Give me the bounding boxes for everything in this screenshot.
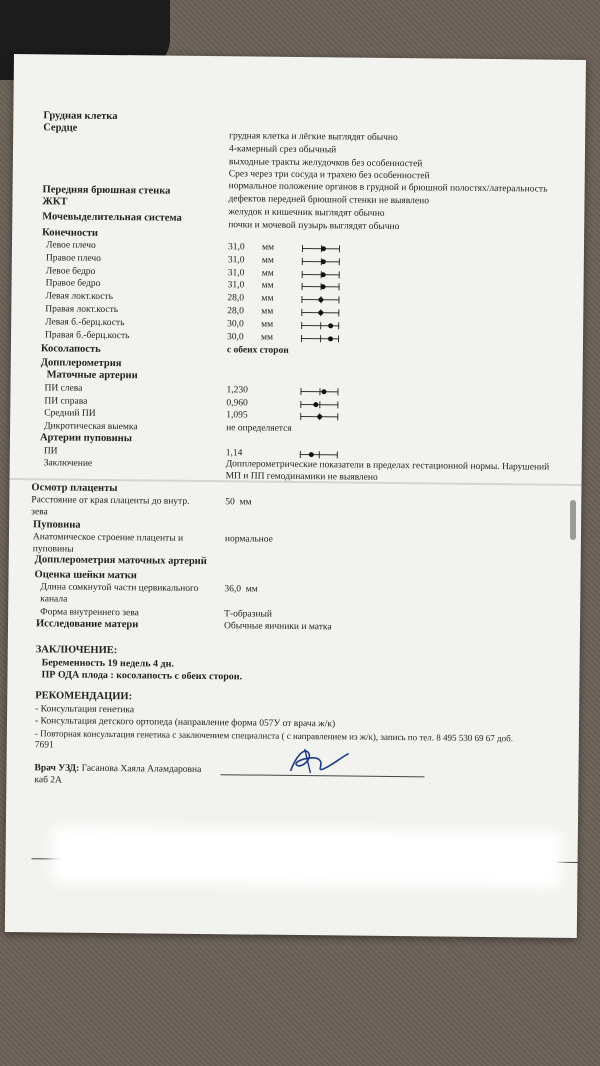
- placenta-anatomy-label-1: Анатомическое строение плаценты и: [32, 532, 184, 544]
- finding-situs: нормальное положение органов в грудной и брюшной полостях/латеральность: [228, 181, 548, 195]
- limb-unit: мм: [260, 332, 274, 343]
- finding-outflow: выходные тракты желудочков без особенностей: [228, 157, 423, 170]
- clubfoot-value: с обеих сторон: [226, 345, 289, 356]
- limb-label: Правое плечо: [45, 253, 101, 264]
- finding-4chamber: 4-камерный срез обычный: [228, 144, 337, 156]
- title-uterine: Маточные артерии: [46, 369, 138, 382]
- limb-scale: [301, 312, 339, 313]
- scale-tick: [320, 335, 321, 342]
- limb-unit: мм: [261, 306, 274, 317]
- scale-marker: [320, 285, 325, 290]
- limb-value: 31,0: [227, 242, 245, 253]
- limb-unit: мм: [261, 268, 274, 279]
- title-cord: Пуповина: [33, 519, 81, 531]
- limb-scale: [302, 261, 340, 262]
- title-heart: Сердце: [43, 122, 78, 134]
- uterine-label: ПИ слева: [44, 383, 83, 394]
- title-doppler: Допплерометрия: [40, 357, 122, 370]
- recommendation-2: - Консультация детского ортопеда (направление форма 057У от врача ж/к): [34, 716, 336, 730]
- conclusion-title: ЗАКЛЮЧЕНИЕ:: [35, 644, 118, 657]
- finding-urinary: почки и мочевой пузырь выглядят обычно: [228, 220, 400, 233]
- scale-marker: [328, 336, 333, 341]
- notch-label: Дикротическая выемка: [44, 421, 138, 433]
- paper-clip: [570, 500, 576, 540]
- scale-marker: [317, 414, 322, 419]
- cervix-length-value: [224, 583, 258, 596]
- cervix-length-label-1: Длина сомкнутой части цервикального: [40, 582, 199, 594]
- limb-scale: [302, 248, 340, 249]
- conclusion-line-2: ПР ОДА плода : косолапость с обеих сторон.: [41, 669, 243, 683]
- doppler-conclusion-line-2: МП и ПП гемодинамики не выявлено: [225, 471, 378, 483]
- length-unit: мм: [245, 584, 258, 595]
- length-number: 36,0: [224, 584, 242, 595]
- limb-scale: [301, 299, 339, 300]
- limb-value: 28,0: [227, 306, 244, 317]
- distance-unit: мм: [239, 497, 252, 508]
- notch-value: не определяется: [226, 423, 292, 434]
- signature-mark: [282, 745, 352, 778]
- scale-tick: [319, 388, 320, 395]
- scale-marker: [328, 323, 333, 328]
- recommendation-3-cont: 7691: [34, 740, 54, 751]
- uterine-label: ПИ справа: [44, 395, 88, 407]
- placenta-anatomy-value: нормальное: [224, 534, 273, 545]
- doppler-conclusion-line-1: Допплерометрические показатели в пределах гестационной нормы. Нарушений: [225, 459, 550, 473]
- scale-marker: [318, 310, 323, 315]
- scale-marker: [321, 389, 326, 394]
- uterine-value: 1,095: [226, 410, 248, 421]
- limb-label: Левое бедро: [45, 265, 96, 277]
- title-umbilical: Артерии пуповины: [39, 432, 133, 445]
- title-uterine-doppler: Допплерометрия маточных артерий: [34, 554, 207, 568]
- limb-value: 30,0: [226, 331, 244, 343]
- placenta-distance-label-2: зева: [31, 507, 48, 518]
- limb-label: Левая локт.кость: [45, 291, 114, 303]
- title-chest: Грудная клетка: [43, 110, 118, 123]
- uterine-scale: [300, 416, 338, 417]
- mother-value: Обычные яичники и матка: [223, 621, 332, 633]
- clubfoot-label: Косолапость: [40, 343, 101, 355]
- scale-marker: [321, 259, 326, 264]
- recommendations-title: РЕКОМЕНДАЦИИ:: [35, 690, 133, 703]
- finding-3vessel: Срез через три сосуда и трахею без особенностей: [228, 169, 430, 182]
- title-gi: ЖКТ: [42, 196, 68, 208]
- finding-abdominal-wall: дефектов передней брюшной стенки не выявлено: [228, 194, 430, 207]
- limb-label: Правая б.-берц.кость: [45, 329, 130, 341]
- limb-value: 28,0: [227, 293, 245, 304]
- limb-label: Правое бедро: [45, 278, 101, 290]
- recommendation-3: - Повторная консультация генетика с заключением специалиста ( с направлением из ж/к), запись по тел. 8 495 530 69 67 доб.: [34, 728, 514, 744]
- ultrasound-report-page: [5, 54, 586, 938]
- cervix-os-value: Т-образный: [224, 609, 273, 620]
- scale-marker: [314, 402, 319, 407]
- limb-scale: [301, 338, 339, 339]
- scale-tick: [320, 322, 321, 329]
- title-cervix: Оценка шейки матки: [34, 569, 137, 582]
- scale-marker: [321, 246, 326, 251]
- finding-chest: грудная клетка и лёгкие выглядят обычно: [229, 131, 398, 144]
- uterine-value: 0,960: [226, 397, 248, 408]
- title-abdominal-wall: Передняя брюшная стенка: [42, 184, 171, 197]
- scale-marker: [321, 272, 326, 277]
- limb-scale: [301, 325, 339, 326]
- limb-scale: [302, 274, 340, 275]
- distance-number: 50: [225, 497, 235, 508]
- redacted-area: [51, 826, 562, 887]
- umbilical-value: 1,14: [225, 448, 243, 459]
- placenta-anatomy-label-2: пуповины: [32, 544, 74, 555]
- placenta-distance-value: [225, 496, 251, 509]
- title-placenta: Осмотр плаценты: [31, 482, 118, 495]
- title-urinary: Мочевыделительная система: [42, 211, 182, 224]
- limb-scale: [302, 286, 340, 287]
- title-limbs: Конечности: [42, 227, 99, 239]
- limb-value: 31,0: [227, 280, 245, 291]
- scale-marker: [318, 297, 323, 302]
- limb-unit: мм: [261, 242, 275, 253]
- conclusion-line-1: Беременность 19 недель 4 дн.: [41, 657, 174, 670]
- limb-label: Левое плечо: [45, 240, 96, 251]
- scale-tick: [319, 401, 320, 408]
- limb-label: Правая локт.кость: [45, 304, 119, 316]
- uterine-scale: [300, 391, 338, 392]
- scale-marker: [309, 452, 314, 457]
- doctor-label: Врач УЗД:: [34, 763, 80, 774]
- limb-value: 31,0: [227, 255, 245, 266]
- limb-unit: мм: [261, 255, 274, 266]
- doppler-conclusion-label: Заключение: [43, 458, 93, 469]
- limb-unit: мм: [261, 319, 274, 330]
- scale-tick: [319, 451, 320, 458]
- umbilical-scale: [300, 454, 338, 455]
- uterine-label: Средний ПИ: [44, 408, 96, 419]
- recommendation-1: - Консультация генетика: [35, 704, 135, 716]
- umbilical-label: ПИ: [43, 446, 58, 457]
- limb-unit: мм: [261, 280, 274, 292]
- doctor-room: каб 2А: [34, 775, 62, 786]
- limb-value: 30,0: [227, 319, 244, 330]
- doctor-name: Гасанова Хаяла Аламдаровна: [81, 763, 202, 776]
- title-mother: Исследование матери: [35, 618, 139, 631]
- uterine-value: 1,230: [226, 385, 248, 396]
- finding-gi: желудок и кишечник выглядят обычно: [228, 207, 385, 219]
- placenta-distance-label-1: Расстояние от края плаценты до внутр.: [31, 495, 190, 507]
- uterine-scale: [300, 404, 338, 405]
- limb-value: 31,0: [227, 267, 245, 279]
- cervix-os-label: Форма внутреннего зева: [40, 607, 139, 619]
- limb-unit: мм: [261, 293, 274, 304]
- cervix-length-label-2: канала: [40, 594, 68, 605]
- limb-label: Левая б.-берц.кость: [45, 317, 125, 328]
